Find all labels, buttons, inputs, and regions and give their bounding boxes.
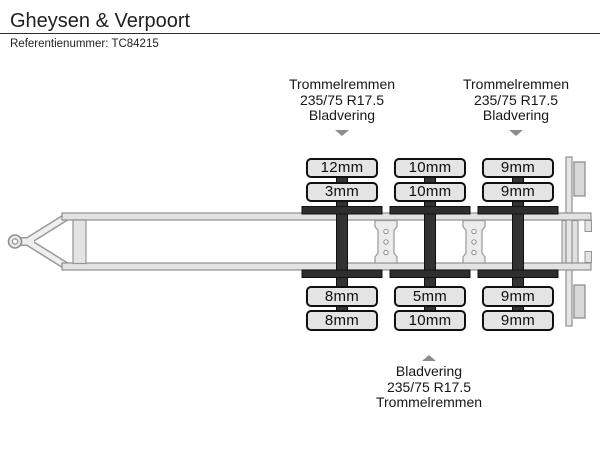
front-crossmember [73, 220, 86, 264]
tread-depth-box: 9mm [482, 286, 554, 307]
arrow-down-icon [335, 130, 349, 136]
reference-label: Referentienummer: [10, 38, 109, 50]
axle-3-spring-bottom [478, 270, 558, 278]
page-title: Gheysen & Verpoort [10, 10, 191, 32]
drawbar [9, 217, 68, 267]
spec-line: Trommelremmen [288, 76, 396, 92]
drawbar-arm-top-fill [27, 217, 67, 242]
tread-depth-box: 3mm [306, 182, 378, 203]
axle-2-spring-top [390, 207, 470, 215]
axle-2-spring-bottom [390, 270, 470, 278]
crossmember-1 [375, 221, 397, 264]
reference-value: TC84215 [111, 38, 159, 50]
spec-label-axle-2 [334, 364, 524, 411]
axle-1-spring-bottom [302, 270, 382, 278]
bolt-hole [384, 240, 388, 244]
spec-line: 235/75 R17.5 [299, 91, 385, 108]
crossmember-2 [463, 221, 485, 264]
arrow-down-icon [509, 130, 523, 136]
bolt-hole [384, 250, 388, 254]
spec-label-axle-3 [421, 77, 600, 124]
axle-3-spring-top [478, 207, 558, 215]
rear-bumper-bar [566, 157, 572, 326]
tread-depth-box: 8mm [306, 310, 378, 331]
chassis-rail-bottom [62, 263, 591, 270]
bolt-hole [384, 229, 388, 233]
bolt-hole [472, 250, 476, 254]
spec-line: Bladvering [482, 107, 550, 123]
tow-eye-hole [12, 239, 17, 244]
rear-bumper-assembly [562, 157, 592, 326]
tread-depth-box: 9mm [482, 182, 554, 203]
spec-label-axle-1 [247, 77, 437, 124]
spec-line: Bladvering [395, 363, 463, 379]
rail-end-tab-top [585, 221, 592, 232]
arrow-up-icon [422, 355, 436, 361]
spec-line: Trommelremmen [375, 394, 483, 410]
spec-line: Bladvering [308, 107, 376, 123]
spec-line: 235/75 R17.5 [386, 378, 472, 395]
drawbar-arm-bottom-fill [27, 242, 67, 267]
tread-depth-box: 10mm [394, 182, 466, 203]
tread-depth-box: 10mm [394, 158, 466, 179]
bolt-hole [472, 240, 476, 244]
rear-lamp-bottom [574, 285, 585, 318]
tread-depth-box: 8mm [306, 286, 378, 307]
rail-end-tab-bottom [585, 252, 592, 263]
axle-1-spring-top [302, 207, 382, 215]
tread-depth-box: 10mm [394, 310, 466, 331]
tread-depth-box: 12mm [306, 158, 378, 179]
tread-depth-box: 9mm [482, 158, 554, 179]
tread-depth-box: 5mm [394, 286, 466, 307]
rear-lamp-top [574, 162, 585, 196]
bolt-hole [472, 229, 476, 233]
tread-depth-box: 9mm [482, 310, 554, 331]
spec-line: 235/75 R17.5 [473, 91, 559, 108]
spec-line: Trommelremmen [462, 76, 570, 92]
